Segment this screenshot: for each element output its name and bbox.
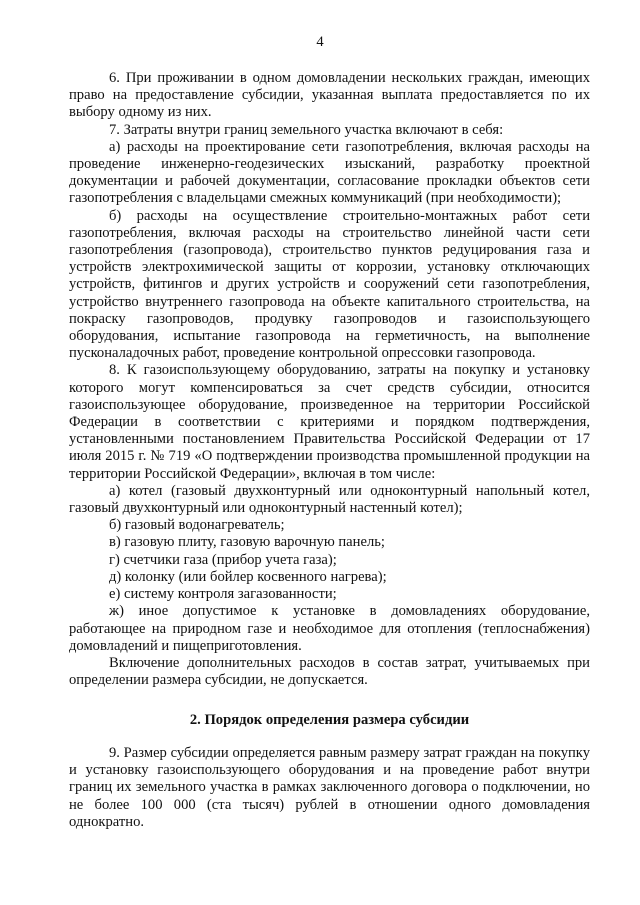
paragraph-8b: б) газовый водонагреватель; [109,517,285,534]
paragraph-7b: б) расходы на осуществление строительно-монтажных работ сети газопотребления, включая расходы на строительство линейной части сети газопотребления (газопровода), строительство пунктов редуцирования газа и устройств электрохимической защиты от коррозии, установку отключающих устройств, фитингов и других устройств и сооружений сети газопотребления, устройство внутреннего газопровода на объекте капитального строительства, на покраску газопроводов, продувку газопроводов и газоиспользующего оборудования, испытание газопровода на герметичность, на выполнение пусконаладочных работ, проведение контрольной опрессовки газопровода. [69,207,590,362]
paragraph-exclusion: Включение дополнительных расходов в состав затрат, учитываемых при определении размера субсидии, не допускается. [69,654,590,689]
page-number: 4 [316,34,324,50]
section-body-text [69,745,590,831]
paragraph-8g: ж) иное допустимое к установке в домовладениях оборудование, работающее на природном газе и необходимое для отопления (теплоснабжения) домовладений и пищеприготовления. [69,603,590,654]
paragraph-8e: д) колонку (или бойлер косвенного нагрева); [109,568,387,585]
body-text [69,70,590,689]
paragraph-6: 6. При проживании в одном домовладении нескольких граждан, имеющих право на предоставление субсидии, указанная выплата предоставляется по их выбору одному из них. [69,70,590,121]
paragraph-8d: г) счетчики газа (прибор учета газа); [109,551,337,568]
paragraph-8a: а) котел (газовый двухконтурный или одноконтурный напольный котел, газовый двухконтурный или одноконтурный настенный котел); [69,482,590,517]
paragraph-7: 7. Затраты внутри границ земельного участка включают в себя: [109,121,504,138]
section-heading: 2. Порядок определения размера субсидии [189,712,470,728]
paragraph-8f: е) систему контроля загазованности; [109,586,337,603]
paragraph-8c: в) газовую плиту, газовую варочную панель; [109,534,385,551]
paragraph-8: 8. К газоиспользующему оборудованию, затраты на покупку и установку которого могут компенсироваться за счет средств субсидии, относится газоиспользующее оборудование, произведенное на территории Российской Федерации в соответствии с критериями и порядком подтверждения, установленными постановлением Правительства Российской Федерации от 17 июля 2015 г. № 719 «О подтверждении производства промышленной продукции на территории Российской Федерации», включая в том числе: [69,362,590,482]
paragraph-9: 9. Размер субсидии определяется равным размеру затрат граждан на покупку и установку газоиспользующего оборудования и на проведение работ внутри границ их земельного участка в рамках заключенного договора о подключении, но не более 100 000 (ста тысяч) рублей в отношении одного домовладения однократно. [69,745,590,830]
paragraph-7a: а) расходы на проектирование сети газопотребления, включая расходы на проведение инженерно-геодезических изысканий, разработку проектной документации и рабочей документации, согласование прокладки объектов сети газопотребления с владельцами смежных коммуникаций (при необходимости); [69,138,590,207]
